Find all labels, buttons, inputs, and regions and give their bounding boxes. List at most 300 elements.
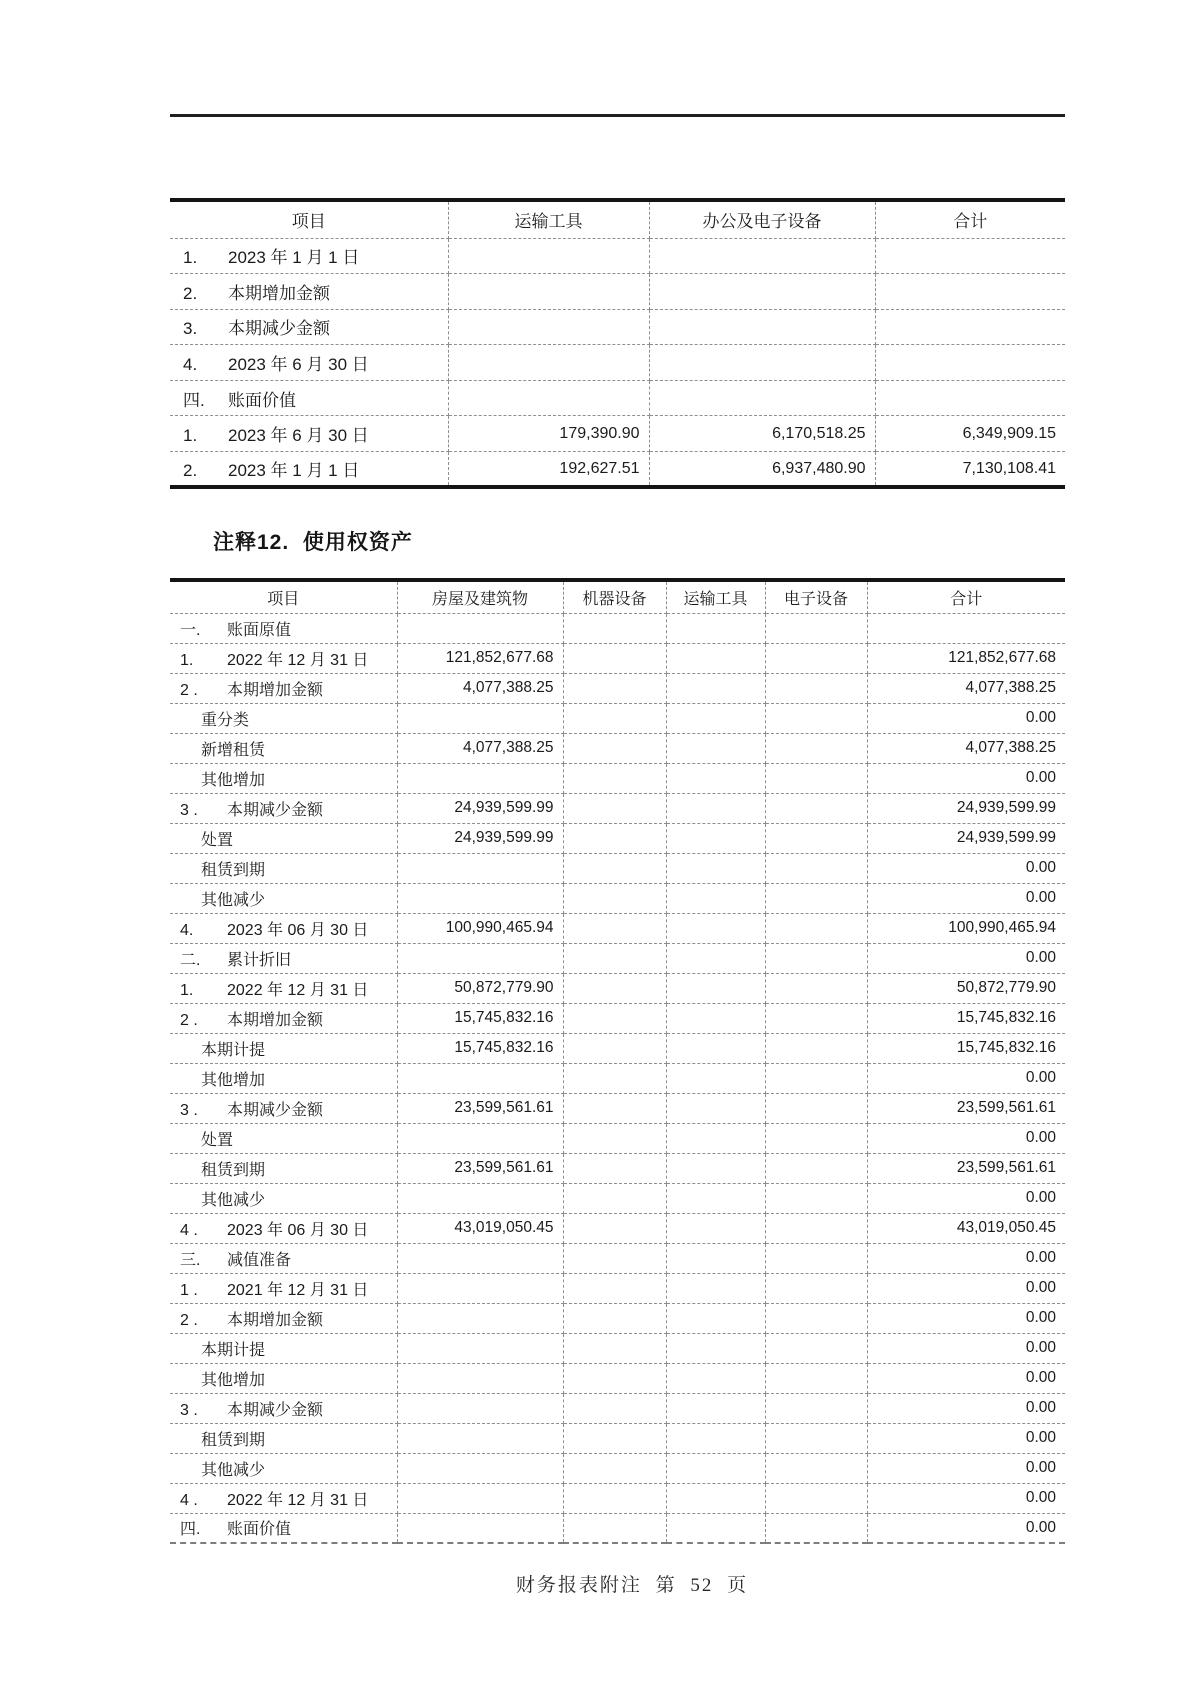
row-item-cell (170, 1243, 397, 1273)
row-label: 减值准备 (227, 1251, 292, 1269)
cell-value (563, 1363, 666, 1393)
row-number: 2. (183, 461, 198, 481)
cell-value (563, 1423, 666, 1453)
table-row (170, 1393, 1065, 1423)
cell-value: 4,077,388.25 (397, 673, 563, 703)
row-item-cell (170, 823, 397, 853)
cell-value: 0.00 (867, 943, 1065, 973)
cell-value: 0.00 (867, 1123, 1065, 1153)
cell-value: 43,019,050.45 (397, 1213, 563, 1243)
row-item-cell (170, 1093, 397, 1123)
table-row (170, 913, 1065, 943)
row-label: 处置 (201, 831, 234, 849)
row-item-cell (170, 703, 397, 733)
table-row (170, 452, 1065, 488)
cell-value: 100,990,465.94 (867, 913, 1065, 943)
row-label: 本期增加金额 (227, 1311, 324, 1329)
table-row (170, 1123, 1065, 1153)
cell-value (765, 823, 867, 853)
row-number: 四. (183, 390, 205, 410)
cell-value (867, 613, 1065, 643)
row-number: 4. (183, 355, 198, 375)
cell-value (563, 973, 666, 1003)
column-header-total: 合计 (867, 580, 1065, 613)
table-row (170, 673, 1065, 703)
row-label: 本期增加金额 (228, 283, 330, 303)
cell-value (397, 1303, 563, 1333)
cell-value: 23,599,561.61 (867, 1093, 1065, 1123)
row-number: 1. (183, 248, 198, 268)
row-item-cell (170, 1183, 397, 1213)
cell-value (397, 1423, 563, 1453)
cell-value (765, 1003, 867, 1033)
row-item-cell (170, 380, 448, 416)
cell-value (666, 1363, 765, 1393)
cell-value (765, 1393, 867, 1423)
table-row (170, 793, 1065, 823)
cell-value (765, 1303, 867, 1333)
cell-value (875, 345, 1065, 381)
table-row (170, 345, 1065, 381)
fixed-assets-table (170, 198, 1065, 489)
cell-value (666, 1153, 765, 1183)
row-item-cell (170, 238, 448, 274)
cell-value: 15,745,832.16 (397, 1003, 563, 1033)
cell-value: 100,990,465.94 (397, 913, 563, 943)
cell-value (563, 613, 666, 643)
table-row (170, 1003, 1065, 1033)
cell-value (765, 1363, 867, 1393)
table-row (170, 274, 1065, 310)
row-number: 三. (180, 1251, 201, 1269)
table-row (170, 733, 1065, 763)
cell-value (765, 1483, 867, 1513)
table-row (170, 763, 1065, 793)
cell-value (397, 883, 563, 913)
row-number: 3 . (180, 1101, 198, 1119)
cell-value: 179,390.90 (448, 416, 649, 452)
cell-value (397, 1483, 563, 1513)
row-item-cell (170, 1033, 397, 1063)
row-item-cell (170, 1453, 397, 1483)
cell-value (765, 643, 867, 673)
row-number: 2. (183, 283, 198, 303)
row-number: 2 . (180, 1011, 198, 1029)
cell-value (649, 309, 875, 345)
cell-value: 23,599,561.61 (397, 1093, 563, 1123)
cell-value: 0.00 (867, 1183, 1065, 1213)
cell-value (765, 1063, 867, 1093)
row-label: 其他减少 (201, 1191, 266, 1209)
cell-value (563, 1303, 666, 1333)
cell-value (666, 1483, 765, 1513)
cell-value (765, 1183, 867, 1213)
row-label: 其他减少 (201, 1461, 266, 1479)
column-header-total: 合计 (875, 200, 1065, 238)
cell-value: 0.00 (867, 703, 1065, 733)
table-row (170, 1093, 1065, 1123)
cell-value (875, 309, 1065, 345)
cell-value (563, 943, 666, 973)
cell-value (563, 1513, 666, 1543)
row-label: 2022 年 12 月 31 日 (227, 1491, 369, 1509)
cell-value (563, 1123, 666, 1153)
cell-value: 0.00 (867, 1513, 1065, 1543)
table-row (170, 943, 1065, 973)
row-label: 2023 年 6 月 30 日 (228, 426, 369, 446)
row-number: 3. (183, 319, 198, 339)
row-label: 本期减少金额 (227, 801, 324, 819)
table-row (170, 1183, 1065, 1213)
row-label: 租赁到期 (201, 1161, 266, 1179)
cell-value (765, 613, 867, 643)
table-row (170, 1423, 1065, 1453)
cell-value: 0.00 (867, 1423, 1065, 1453)
cell-value (563, 1153, 666, 1183)
cell-value (765, 913, 867, 943)
table-row (170, 703, 1065, 733)
cell-value (563, 1003, 666, 1033)
table-row (170, 973, 1065, 1003)
cell-value (666, 1123, 765, 1153)
cell-value (765, 1213, 867, 1243)
cell-value (666, 763, 765, 793)
row-item-cell (170, 416, 448, 452)
cell-value (666, 1513, 765, 1543)
row-label: 2022 年 12 月 31 日 (227, 981, 369, 999)
cell-value: 50,872,779.90 (397, 973, 563, 1003)
cell-value: 0.00 (867, 1333, 1065, 1363)
row-item-cell (170, 1063, 397, 1093)
cell-value (666, 1003, 765, 1033)
row-number: 二. (180, 951, 201, 969)
row-item-cell (170, 1333, 397, 1363)
cell-value (666, 1393, 765, 1423)
cell-value (563, 1093, 666, 1123)
cell-value (666, 853, 765, 883)
cell-value (563, 793, 666, 823)
cell-value (563, 703, 666, 733)
column-header-item: 项目 (170, 580, 397, 613)
row-label: 2022 年 12 月 31 日 (227, 651, 369, 669)
cell-value (563, 1213, 666, 1243)
row-label: 2023 年 1 月 1 日 (228, 248, 360, 268)
cell-value (397, 763, 563, 793)
cell-value (563, 643, 666, 673)
column-header-item: 项目 (170, 200, 448, 238)
cell-value: 23,599,561.61 (397, 1153, 563, 1183)
cell-value (765, 1123, 867, 1153)
row-item-cell (170, 913, 397, 943)
cell-value (397, 943, 563, 973)
row-label: 本期增加金额 (227, 1011, 324, 1029)
cell-value: 0.00 (867, 1363, 1065, 1393)
row-number: 3 . (180, 1401, 198, 1419)
cell-value: 15,745,832.16 (867, 1003, 1065, 1033)
row-label: 2023 年 6 月 30 日 (228, 355, 369, 375)
table-row (170, 416, 1065, 452)
row-label: 本期计提 (201, 1041, 266, 1059)
cell-value: 6,170,518.25 (649, 416, 875, 452)
cell-value (666, 1093, 765, 1123)
cell-value (666, 1033, 765, 1063)
table-row (170, 1363, 1065, 1393)
cell-value (765, 673, 867, 703)
cell-value: 0.00 (867, 1303, 1065, 1333)
table-row (170, 309, 1065, 345)
row-number: 四. (180, 1521, 201, 1539)
row-label: 2023 年 06 月 30 日 (227, 1221, 369, 1239)
cell-value (563, 1393, 666, 1423)
cell-value: 192,627.51 (448, 452, 649, 488)
row-label: 账面价值 (228, 390, 296, 410)
column-header-machinery: 机器设备 (563, 580, 666, 613)
cell-value (448, 345, 649, 381)
table-row (170, 1303, 1065, 1333)
cell-value (666, 1423, 765, 1453)
cell-value: 0.00 (867, 883, 1065, 913)
cell-value: 24,939,599.99 (397, 793, 563, 823)
cell-value: 4,077,388.25 (867, 673, 1065, 703)
row-label: 其他减少 (201, 891, 266, 909)
cell-value (666, 913, 765, 943)
row-label: 租赁到期 (201, 861, 266, 879)
cell-value (875, 238, 1065, 274)
row-number: 4. (180, 921, 194, 939)
column-header-transport: 运输工具 (448, 200, 649, 238)
cell-value (765, 883, 867, 913)
row-item-cell (170, 274, 448, 310)
cell-value (563, 1483, 666, 1513)
right-of-use-assets-table (170, 578, 1065, 1544)
row-label: 新增租赁 (201, 741, 266, 759)
table-row (170, 1243, 1065, 1273)
cell-value (563, 913, 666, 943)
table-row (170, 1333, 1065, 1363)
cell-value (397, 613, 563, 643)
row-number: 1. (180, 981, 194, 999)
cell-value (765, 1513, 867, 1543)
cell-value (765, 793, 867, 823)
cell-value: 7,130,108.41 (875, 452, 1065, 488)
cell-value: 4,077,388.25 (867, 733, 1065, 763)
table-row (170, 853, 1065, 883)
cell-value: 6,349,909.15 (875, 416, 1065, 452)
cell-value (765, 973, 867, 1003)
table-row (170, 238, 1065, 274)
cell-value: 6,937,480.90 (649, 452, 875, 488)
cell-value (397, 1393, 563, 1423)
cell-value: 24,939,599.99 (867, 793, 1065, 823)
row-label: 2023 年 1 月 1 日 (228, 461, 360, 481)
row-item-cell (170, 1423, 397, 1453)
row-item-cell (170, 345, 448, 381)
cell-value (666, 1273, 765, 1303)
table-row (170, 1513, 1065, 1543)
row-number: 2 . (180, 681, 198, 699)
cell-value (563, 1453, 666, 1483)
cell-value: 0.00 (867, 1453, 1065, 1483)
cell-value (666, 823, 765, 853)
cell-value (765, 1153, 867, 1183)
cell-value (397, 703, 563, 733)
cell-value (563, 733, 666, 763)
cell-value: 43,019,050.45 (867, 1213, 1065, 1243)
cell-value (765, 763, 867, 793)
cell-value (765, 703, 867, 733)
table-row (170, 380, 1065, 416)
row-item-cell (170, 793, 397, 823)
row-number: 2 . (180, 1311, 198, 1329)
cell-value (448, 380, 649, 416)
table-row (170, 613, 1065, 643)
cell-value: 121,852,677.68 (397, 643, 563, 673)
cell-value (563, 883, 666, 913)
cell-value: 0.00 (867, 1483, 1065, 1513)
cell-value (765, 733, 867, 763)
cell-value: 50,872,779.90 (867, 973, 1065, 1003)
cell-value (563, 763, 666, 793)
cell-value (563, 1273, 666, 1303)
row-item-cell (170, 1303, 397, 1333)
table-row (170, 1483, 1065, 1513)
cell-value (765, 853, 867, 883)
row-item-cell (170, 943, 397, 973)
column-header-office-electronic: 办公及电子设备 (649, 200, 875, 238)
column-header-buildings: 房屋及建筑物 (397, 580, 563, 613)
cell-value: 4,077,388.25 (397, 733, 563, 763)
table-row (170, 883, 1065, 913)
cell-value (875, 274, 1065, 310)
row-label: 处置 (201, 1131, 234, 1149)
cell-value (666, 973, 765, 1003)
table-row (170, 1033, 1065, 1063)
cell-value: 24,939,599.99 (867, 823, 1065, 853)
note12-heading: 注释12. 使用权资产 (213, 531, 413, 554)
row-item-cell (170, 613, 397, 643)
row-item-cell (170, 643, 397, 673)
cell-value (563, 1333, 666, 1363)
row-item-cell (170, 1153, 397, 1183)
cell-value (765, 1093, 867, 1123)
row-number: 1. (183, 426, 198, 446)
cell-value (397, 853, 563, 883)
cell-value (666, 1063, 765, 1093)
row-label: 其他增加 (201, 1371, 266, 1389)
cell-value (397, 1123, 563, 1153)
row-number: 一. (180, 621, 201, 639)
cell-value (666, 1213, 765, 1243)
row-label: 重分类 (201, 711, 250, 729)
cell-value (666, 643, 765, 673)
cell-value (649, 345, 875, 381)
cell-value (875, 380, 1065, 416)
cell-value (666, 793, 765, 823)
page-footer: 财务报表附注 第 52 页 (515, 1575, 749, 1596)
cell-value (563, 1183, 666, 1213)
row-item-cell (170, 452, 448, 488)
cell-value: 0.00 (867, 853, 1065, 883)
table-row (170, 1453, 1065, 1483)
row-item-cell (170, 1393, 397, 1423)
cell-value (397, 1453, 563, 1483)
cell-value (666, 673, 765, 703)
row-item-cell (170, 1003, 397, 1033)
row-label: 账面价值 (227, 1521, 292, 1539)
table-header-row (170, 580, 1065, 613)
cell-value (649, 238, 875, 274)
table-row (170, 1063, 1065, 1093)
row-number: 3 . (180, 801, 198, 819)
cell-value (666, 703, 765, 733)
page-top-rule (170, 114, 1065, 117)
cell-value (765, 1453, 867, 1483)
row-number: 1. (180, 651, 194, 669)
row-item-cell (170, 763, 397, 793)
row-label: 本期减少金额 (227, 1401, 324, 1419)
cell-value (666, 1243, 765, 1273)
column-header-transport: 运输工具 (666, 580, 765, 613)
cell-value (765, 1273, 867, 1303)
cell-value (563, 1243, 666, 1273)
cell-value (563, 823, 666, 853)
row-item-cell (170, 1513, 397, 1543)
cell-value: 15,745,832.16 (397, 1033, 563, 1063)
cell-value (448, 274, 649, 310)
cell-value (397, 1273, 563, 1303)
cell-value (666, 613, 765, 643)
row-item-cell (170, 733, 397, 763)
row-label: 2023 年 06 月 30 日 (227, 921, 369, 939)
cell-value (666, 883, 765, 913)
row-item-cell (170, 309, 448, 345)
row-item-cell (170, 1213, 397, 1243)
row-item-cell (170, 853, 397, 883)
cell-value (563, 1033, 666, 1063)
table-row (170, 1213, 1065, 1243)
row-number: 4 . (180, 1491, 198, 1509)
cell-value: 24,939,599.99 (397, 823, 563, 853)
table-row (170, 823, 1065, 853)
cell-value: 15,745,832.16 (867, 1033, 1065, 1063)
cell-value (765, 1333, 867, 1363)
row-label: 其他增加 (201, 771, 266, 789)
table-row (170, 1273, 1065, 1303)
row-label: 其他增加 (201, 1071, 266, 1089)
cell-value (563, 1063, 666, 1093)
row-label: 本期减少金额 (228, 319, 330, 339)
row-label: 累计折旧 (227, 951, 292, 969)
row-number: 4 . (180, 1221, 198, 1239)
row-item-cell (170, 673, 397, 703)
cell-value (666, 943, 765, 973)
cell-value (448, 238, 649, 274)
cell-value: 23,599,561.61 (867, 1153, 1065, 1183)
row-label: 2021 年 12 月 31 日 (227, 1281, 369, 1299)
cell-value (666, 1183, 765, 1213)
row-label: 本期计提 (201, 1341, 266, 1359)
cell-value (563, 853, 666, 883)
cell-value (765, 1423, 867, 1453)
row-item-cell (170, 883, 397, 913)
row-item-cell (170, 1123, 397, 1153)
cell-value (397, 1513, 563, 1543)
cell-value (448, 309, 649, 345)
row-label: 本期增加金额 (227, 681, 324, 699)
row-item-cell (170, 973, 397, 1003)
fixed-assets-table-wrap (170, 198, 1065, 489)
cell-value (397, 1243, 563, 1273)
